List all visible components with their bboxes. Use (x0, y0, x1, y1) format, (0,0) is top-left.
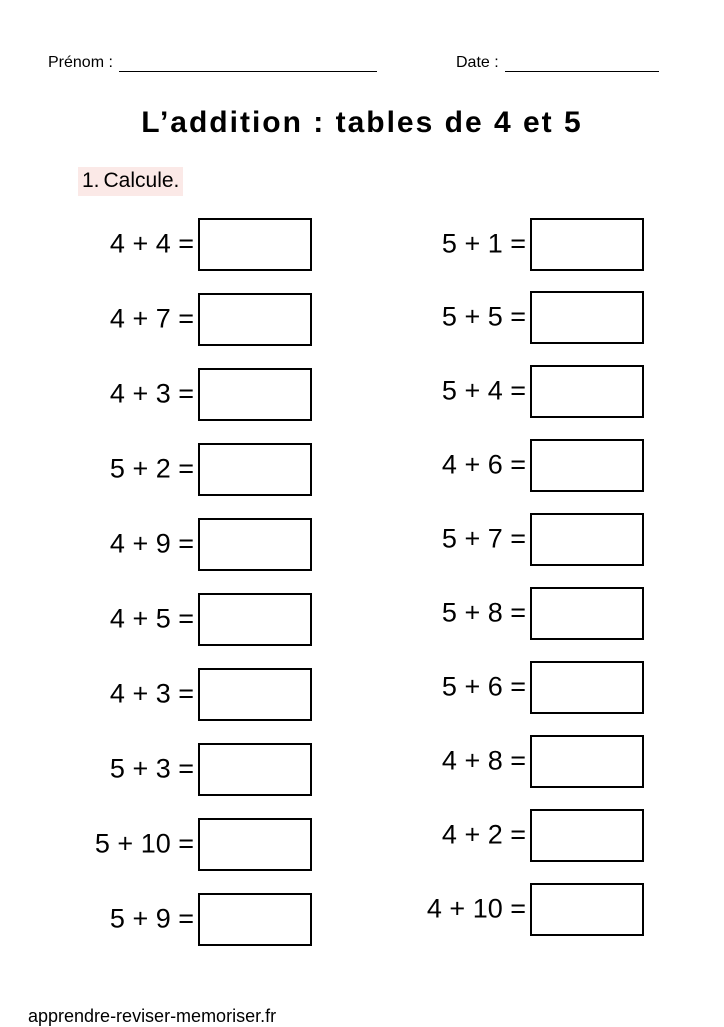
exercise-expression: 4 + 7 = (109, 303, 194, 334)
instruction-number: 1. (82, 169, 100, 192)
exercise-expression: 5 + 7 = (441, 523, 526, 554)
exercise-right-9 (0, 809, 644, 861)
instruction (78, 167, 183, 196)
exercise-expression: 5 + 5 = (441, 301, 526, 332)
exercise-expression: 5 + 2 = (109, 453, 194, 484)
prenom-blank-line (119, 55, 377, 72)
answer-box[interactable] (530, 661, 644, 714)
exercise-right-4 (0, 439, 644, 491)
exercise-expression: 5 + 6 = (441, 671, 526, 702)
exercise-expression: 4 + 10 = (426, 893, 526, 924)
exercise-expression: 4 + 2 = (441, 819, 526, 850)
exercise-expression: 5 + 4 = (441, 375, 526, 406)
answer-box[interactable] (530, 735, 644, 788)
exercise-right-2 (0, 291, 644, 343)
instruction-text: Calcule. (103, 169, 180, 192)
exercise-right-10 (0, 883, 644, 935)
prenom-label: Prénom : (48, 54, 113, 71)
exercise-expression: 5 + 10 = (94, 828, 194, 859)
answer-box[interactable] (530, 439, 644, 492)
exercise-right-7 (0, 661, 644, 713)
exercise-expression: 4 + 9 = (109, 528, 194, 559)
date-field (456, 54, 659, 72)
answer-box[interactable] (530, 365, 644, 418)
exercise-right-1 (0, 218, 644, 270)
exercise-expression: 5 + 3 = (109, 753, 194, 784)
answer-box[interactable] (530, 291, 644, 344)
exercise-right-8 (0, 735, 644, 787)
answer-box[interactable] (530, 513, 644, 566)
answer-box[interactable] (530, 587, 644, 640)
exercise-right-6 (0, 587, 644, 639)
exercise-right-3 (0, 365, 644, 417)
footer-site: apprendre-reviser-memoriser.fr (28, 1006, 277, 1026)
exercise-expression: 4 + 5 = (109, 603, 194, 634)
exercise-expression: 4 + 6 = (441, 449, 526, 480)
answer-box[interactable] (530, 218, 644, 271)
exercise-right-5 (0, 513, 644, 565)
exercise-expression: 5 + 9 = (109, 903, 194, 934)
date-label: Date : (456, 54, 499, 71)
date-blank-line (505, 55, 659, 72)
exercise-expression: 4 + 4 = (109, 228, 194, 259)
page-title: L’addition : tables de 4 et 5 (141, 106, 583, 139)
prenom-field (48, 54, 377, 72)
exercise-expression: 4 + 3 = (109, 378, 194, 409)
answer-box[interactable] (530, 809, 644, 862)
answer-box[interactable] (530, 883, 644, 936)
exercise-expression: 5 + 1 = (441, 228, 526, 259)
exercise-expression: 4 + 8 = (441, 745, 526, 776)
exercise-expression: 5 + 8 = (441, 597, 526, 628)
exercise-expression: 4 + 3 = (109, 678, 194, 709)
